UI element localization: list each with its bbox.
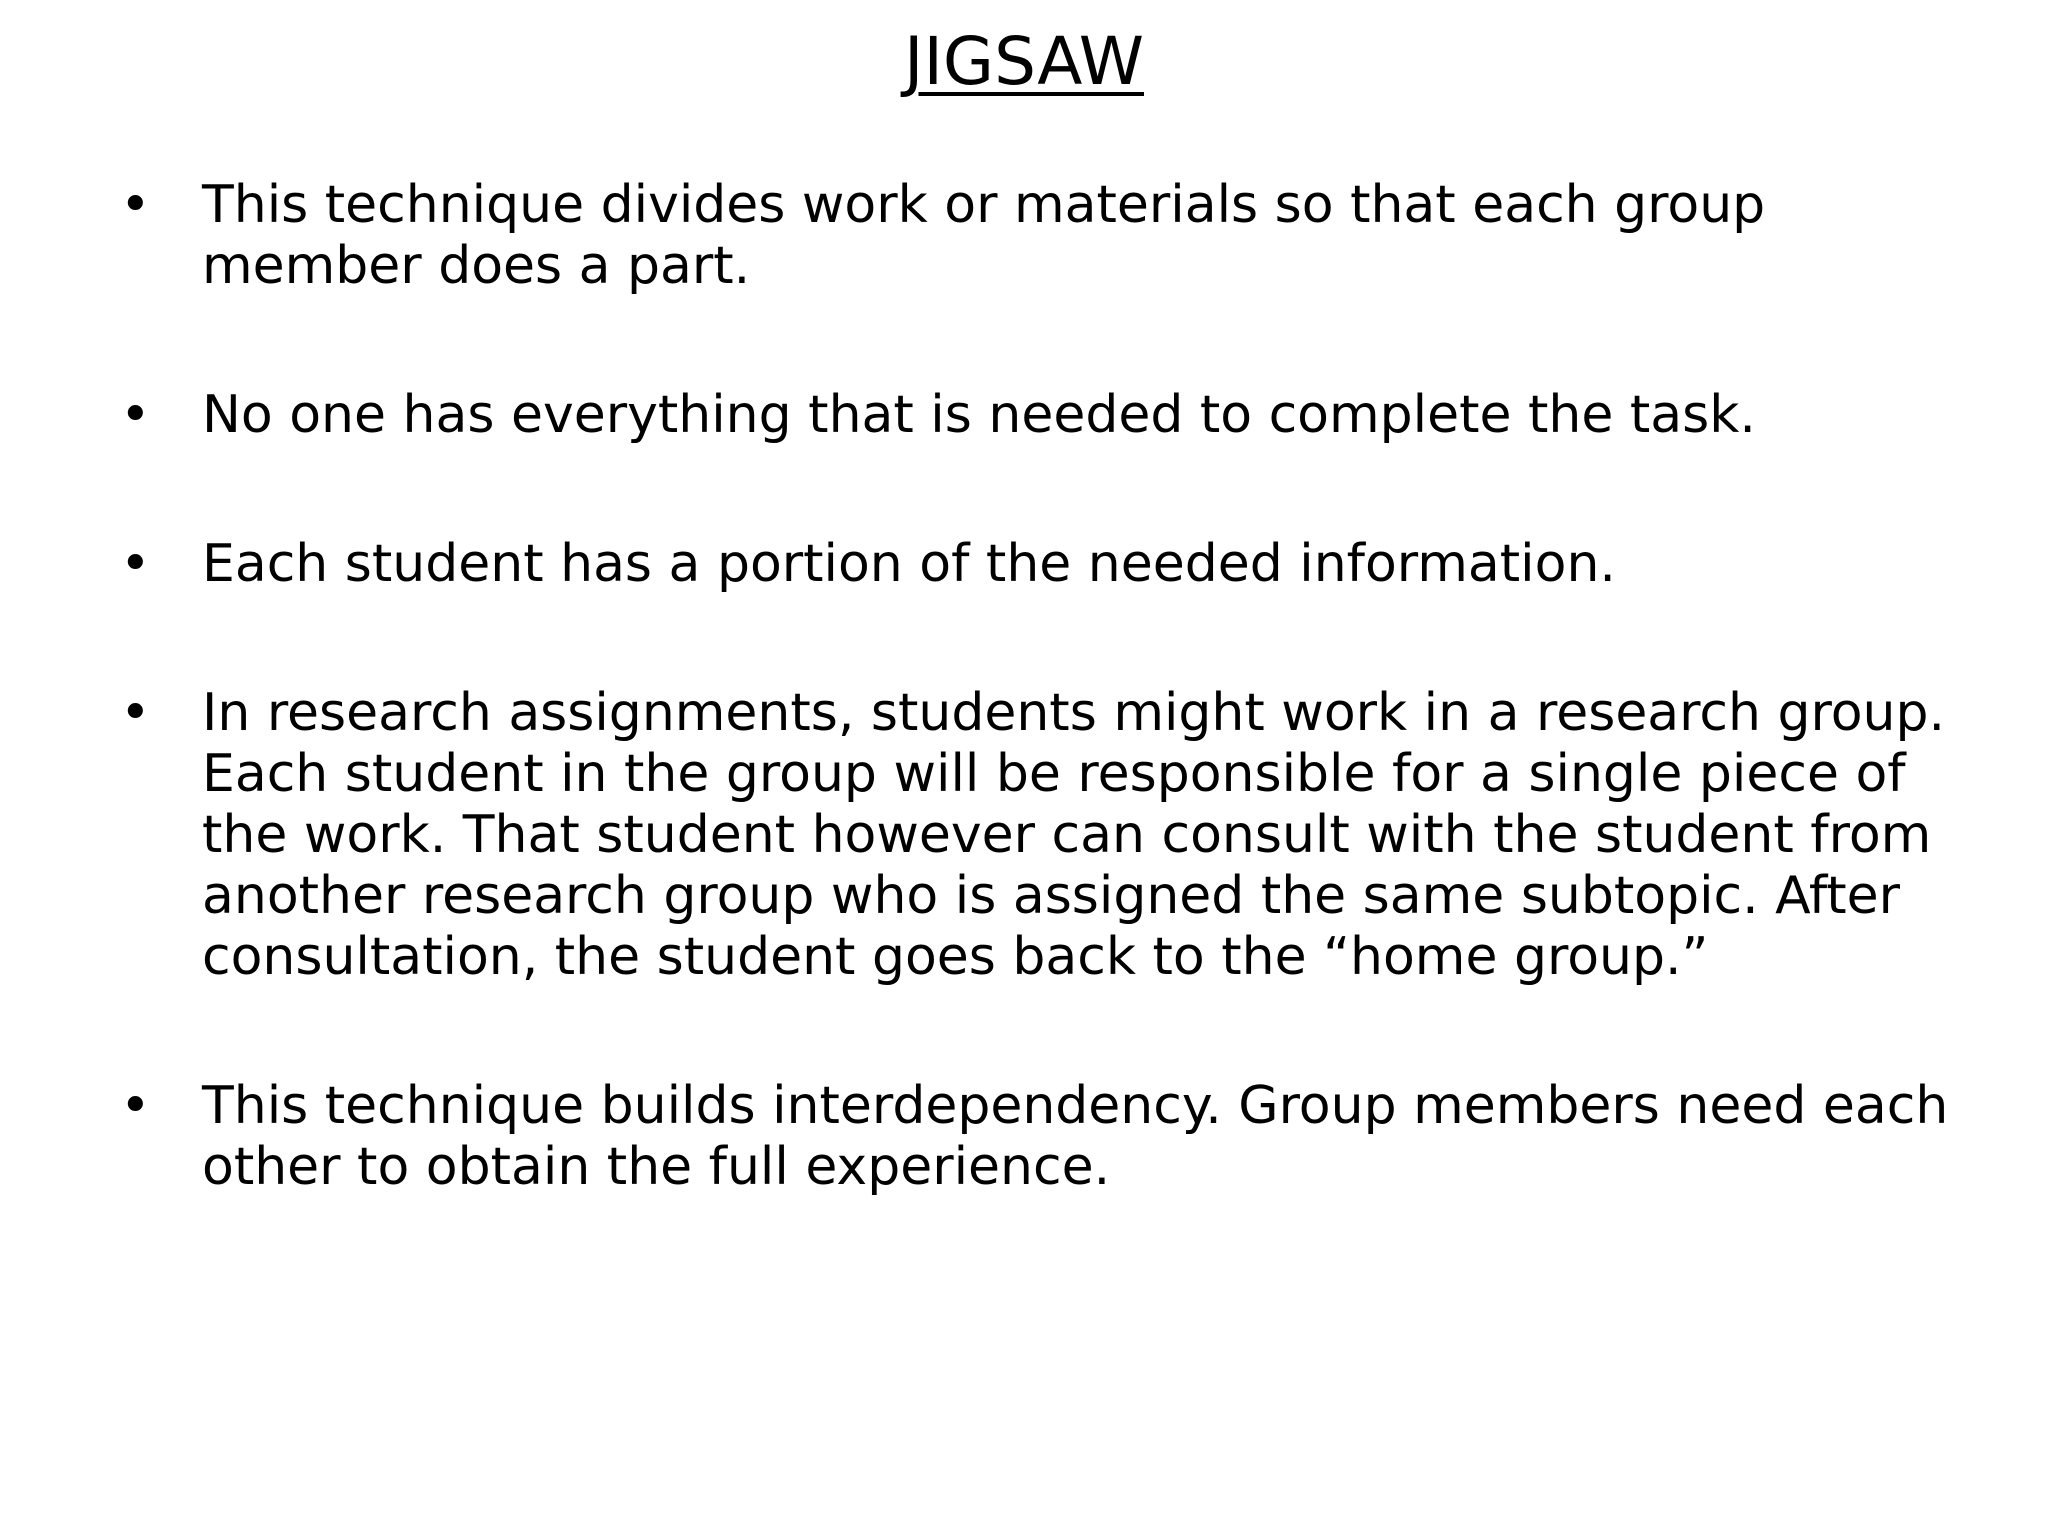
bullet-icon: • (120, 683, 151, 743)
bullet-text: In research assignments, students might work in a research group. Each student in the group will be responsible for a single piece of the work. That student however can consult with the student from another research group who is assigned the same subtopic. After consultation, the student goes back to the “home group.” (202, 683, 1946, 987)
bullet-list (120, 175, 1960, 1198)
bullet-item (120, 683, 1960, 988)
slide-title (0, 22, 2048, 101)
bullet-text: No one has everything that is needed to complete the task. (202, 385, 1756, 445)
slide-title-text: JIGSAW (904, 23, 1144, 100)
bullet-item (120, 1076, 1960, 1198)
bullet-icon: • (120, 385, 151, 445)
bullet-item (120, 175, 1960, 297)
bullet-icon: • (120, 534, 151, 594)
bullet-text: This technique builds interdependency. Group members need each other to obtain the full experience. (202, 1076, 1949, 1197)
bullet-icon: • (120, 1076, 151, 1136)
bullet-item (120, 534, 1960, 595)
bullet-icon: • (120, 175, 151, 235)
bullet-text: This technique divides work or materials so that each group member does a part. (202, 175, 1766, 296)
bullet-item (120, 385, 1960, 446)
bullet-text: Each student has a portion of the needed information. (202, 534, 1616, 594)
